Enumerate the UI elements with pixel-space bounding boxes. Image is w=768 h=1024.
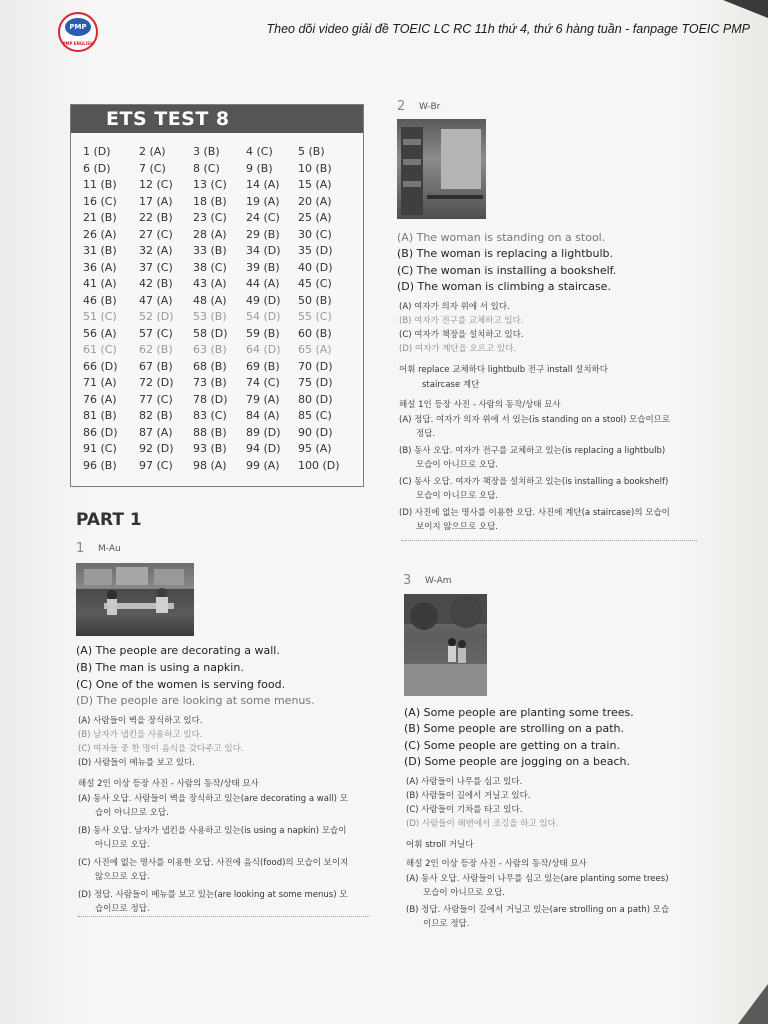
speaker-voice: W-Am [425,576,452,586]
q1-explanation [78,792,378,916]
answer-cell: 27 (C) [139,227,173,241]
answer-cell: 100 (D) [298,458,340,472]
q2-kr-b: (B) 여자가 전구를 교체하고 있다. [399,316,524,326]
q2-kr-c: (C) 여자가 책장을 설치하고 있다. [399,330,524,340]
answer-cell: 30 (C) [298,227,332,241]
answer-cell: 80 (D) [298,392,333,406]
q2-explain-b: (B) 동사 오답. 여자가 전구를 교체하고 있는(is replacing a lightbulb) 모습이 아니므로 오답. [399,446,666,470]
answer-cell: 97 (C) [139,458,173,472]
q3-explain-title: 해설 2인 이상 등장 사진 - 사람의 동작/상태 묘사 [406,859,587,869]
answer-cell: 50 (B) [298,293,332,307]
logo-top-text: PMP [69,23,87,31]
answer-cell: 17 (A) [139,194,173,208]
part-title: PART 1 [76,510,142,530]
answer-cell: 26 (A) [83,227,117,241]
q3-option-c: (C) Some people are getting on a train. [404,739,620,752]
answer-key-grid [83,145,353,475]
answer-cell: 78 (D) [193,392,228,406]
photo-diner-scene [76,563,194,636]
q2-kr-a: (A) 여자가 의자 위에 서 있다. [399,302,510,312]
answer-row [83,162,353,179]
q3-kr-c: (C) 사람들이 기차를 타고 있다. [406,805,523,815]
photo-park-scene [404,594,487,696]
answer-row [83,195,353,212]
answer-cell: 28 (A) [193,227,227,241]
question-number: 1 [76,541,85,556]
q2-explain-title: 해설 1인 등장 사진 - 사람의 동작/상태 묘사 [399,400,561,410]
answer-cell: 25 (A) [298,211,332,224]
answer-cell: 58 (D) [193,326,228,340]
question-photo [76,563,194,636]
q1-divider [78,916,370,917]
answer-cell: 35 (D) [298,244,333,257]
answer-cell: 56 (A) [83,326,117,340]
answer-cell: 91 (C) [83,442,117,455]
answer-cell: 84 (A) [246,409,280,422]
answer-cell: 98 (A) [193,458,227,472]
answer-cell: 71 (A) [83,376,117,389]
answer-cell: 36 (A) [83,260,117,274]
answer-cell: 29 (B) [246,227,280,241]
answer-cell: 83 (C) [193,409,227,422]
q1-explain-d: (D) 정답. 사람들이 메뉴를 보고 있는(are looking at some menus) 모 습이므로 정답. [78,890,348,914]
answer-cell: 87 (A) [139,425,173,439]
answer-cell: 45 (C) [298,277,332,290]
answer-cell: 96 (B) [83,458,117,472]
answer-cell: 37 (C) [139,260,173,274]
answer-cell: 12 (C) [139,178,173,191]
q3-explain-a: (A) 동사 오답. 사람들이 나무를 심고 있는(are planting some trees) 모습이 아니므로 오답. [406,874,669,898]
answer-cell: 2 (A) [139,145,166,158]
q2-vocab-line1: 어휘 replace 교체하다 lightbulb 전구 install 설치하다 [399,365,608,375]
answer-cell: 24 (C) [246,211,280,224]
answer-cell: 11 (B) [83,178,117,191]
answer-cell: 62 (B) [139,343,173,356]
answer-cell: 6 (D) [83,161,111,175]
answer-cell: 8 (C) [193,161,220,175]
answer-cell: 75 (D) [298,376,333,389]
answer-cell: 33 (B) [193,244,227,257]
answer-cell: 43 (A) [193,277,227,290]
q2-option-c: (C) The woman is installing a bookshelf. [397,264,617,277]
answer-cell: 21 (B) [83,211,117,224]
answer-cell: 16 (C) [83,194,117,208]
answer-cell: 66 (D) [83,359,118,373]
q2-option-a: (A) The woman is standing on a stool. [397,231,606,244]
answer-cell: 88 (B) [193,425,227,439]
answer-cell: 99 (A) [246,458,280,472]
answer-key-title: ETS TEST 8 [71,105,363,133]
speaker-voice: W-Br [419,102,441,112]
answer-cell: 82 (B) [139,409,173,422]
speaker-voice: M-Au [98,544,121,554]
answer-cell: 23 (C) [193,211,227,224]
q1-explain-b: (B) 동사 오답. 남자가 냅킨을 사용하고 있는(is using a napkin) 모습이 아니므로 오답. [78,826,347,850]
q1-option-b: (B) The man is using a napkin. [76,661,244,674]
answer-cell: 20 (A) [298,194,332,208]
answer-cell: 64 (D) [246,343,281,356]
header-note: Theo dõi video giải đề TOEIC LC RC 11h thứ 4, thứ 6 hàng tuần - fanpage TOEIC PMP [266,22,750,36]
answer-cell: 19 (A) [246,194,280,208]
answer-cell: 63 (B) [193,343,227,356]
q2-vocab-line2: staircase 계단 [422,380,480,390]
answer-cell: 46 (B) [83,293,117,307]
answer-cell: 89 (D) [246,425,281,439]
answer-row [83,327,353,344]
q1-option-c: (C) One of the women is serving food. [76,678,286,691]
answer-cell: 67 (B) [139,359,173,373]
answer-cell: 93 (B) [193,442,227,455]
answer-cell: 41 (A) [83,277,117,290]
answer-cell: 49 (D) [246,293,281,307]
q1-explain-a: (A) 동사 오답. 사람들이 벽을 장식하고 있는(are decorating a wall) 모 습이 아니므로 오답. [78,794,348,818]
answer-row [83,393,353,410]
q2-explanation [399,413,719,534]
answer-cell: 7 (C) [139,161,166,175]
answer-cell: 74 (C) [246,376,280,389]
q3-explain-b: (B) 정답. 사람들이 길에서 거닐고 있는(are strolling on a path) 모습 이므로 정답. [406,905,670,929]
answer-cell: 94 (D) [246,442,281,455]
answer-cell: 1 (D) [83,145,111,158]
answer-cell: 47 (A) [139,293,173,307]
answer-cell: 51 (C) [83,310,117,323]
answer-key-box [70,104,364,487]
q3-option-b: (B) Some people are strolling on a path. [404,722,624,735]
answer-cell: 90 (D) [298,425,333,439]
answer-cell: 54 (D) [246,310,281,323]
q1-option-a: (A) The people are decorating a wall. [76,644,280,657]
answer-cell: 68 (B) [193,359,227,373]
q3-kr-b: (B) 사람들이 길에서 거닐고 있다. [406,791,531,801]
answer-cell: 86 (D) [83,425,118,439]
answer-row [83,178,353,195]
answer-cell: 15 (A) [298,178,332,191]
answer-cell: 95 (A) [298,442,332,455]
answer-row [83,343,353,360]
answer-cell: 57 (C) [139,326,173,340]
q2-explain-d: (D) 사진에 없는 명사를 이용한 오답. 사진에 계단(a staircase)의 모습이 보이지 않으므로 오답. [399,508,670,532]
q2-option-d: (D) The woman is climbing a staircase. [397,280,611,293]
answer-row [83,294,353,311]
q2-explain-c: (C) 동사 오답. 여자가 책장을 설치하고 있는(is installing a bookshelf) 모습이 아니므로 오답. [399,477,669,501]
q1-option-d: (D) The people are looking at some menus. [76,694,315,707]
answer-row [83,277,353,294]
answer-cell: 55 (C) [298,310,332,323]
answer-cell: 40 (D) [298,260,333,274]
answer-cell: 34 (D) [246,244,281,257]
answer-cell: 32 (A) [139,244,173,257]
q1-kr-a: (A) 사람들이 벽을 장식하고 있다. [78,716,203,726]
answer-cell: 31 (B) [83,244,117,257]
q3-option-a: (A) Some people are planting some trees. [404,706,634,719]
answer-cell: 4 (C) [246,145,273,158]
answer-cell: 70 (D) [298,359,333,373]
answer-cell: 72 (D) [139,376,174,389]
photo-library-scene [397,119,486,219]
answer-cell: 77 (C) [139,392,173,406]
answer-cell: 81 (B) [83,409,117,422]
q3-kr-a: (A) 사람들이 나무를 심고 있다. [406,777,523,787]
answer-cell: 76 (A) [83,392,117,406]
answer-cell: 65 (A) [298,343,332,356]
answer-row [83,145,353,162]
question-photo [404,594,487,696]
answer-cell: 38 (C) [193,260,227,274]
answer-cell: 52 (D) [139,310,174,323]
answer-cell: 60 (B) [298,326,332,340]
q2-divider [401,540,697,541]
q1-kr-d: (D) 사람들이 메뉴를 보고 있다. [78,758,196,768]
answer-cell: 48 (A) [193,293,227,307]
q3-kr-d: (D) 사람들이 해변에서 조깅을 하고 있다. [406,819,559,829]
answer-cell: 22 (B) [139,211,173,224]
answer-cell: 5 (B) [298,145,325,158]
answer-row [83,459,353,476]
answer-row [83,310,353,327]
answer-row [83,442,353,459]
answer-cell: 14 (A) [246,178,280,191]
answer-cell: 79 (A) [246,392,280,406]
answer-cell: 13 (C) [193,178,227,191]
q3-vocab: 어휘 stroll 거닐다 [406,840,474,850]
question-number: 3 [403,573,412,588]
q1-explain-title: 해설 2인 이상 등장 사진 - 사람의 동작/상태 묘사 [78,779,259,789]
q1-explain-c: (C) 사진에 없는 명사를 이용한 오답. 사진에 음식(food)의 모습이 보이지 않으므로 오답. [78,858,349,882]
q1-kr-b: (B) 남자가 냅킨을 사용하고 있다. [78,730,203,740]
answer-cell: 42 (B) [139,277,173,290]
answer-cell: 92 (D) [139,442,174,455]
question-photo [397,119,486,219]
answer-cell: 44 (A) [246,277,280,290]
answer-cell: 39 (B) [246,260,280,274]
answer-cell: 18 (B) [193,194,227,208]
answer-row [83,261,353,278]
answer-cell: 10 (B) [298,161,332,175]
answer-row [83,228,353,245]
answer-row [83,244,353,261]
q2-kr-d: (D) 여자가 계단을 오르고 있다. [399,344,517,354]
answer-row [83,211,353,228]
q2-explain-a: (A) 정답. 여자가 의자 위에 서 있는(is standing on a stool) 모습이므로 정답. [399,415,671,439]
q3-explanation [406,872,716,931]
q1-kr-c: (C) 여자들 중 한 명이 음식을 갖다주고 있다. [78,744,244,754]
answer-cell: 61 (C) [83,343,117,356]
pmp-logo [58,12,98,52]
q2-option-b: (B) The woman is replacing a lightbulb. [397,247,614,260]
answer-cell: 53 (B) [193,310,227,323]
answer-row [83,376,353,393]
q3-option-d: (D) Some people are jogging on a beach. [404,755,631,768]
answer-row [83,360,353,377]
logo-bottom-text: PMP ENGLISH [62,41,94,46]
answer-cell: 73 (B) [193,376,227,389]
question-number: 2 [397,99,406,114]
answer-row [83,426,353,443]
answer-cell: 69 (B) [246,359,280,373]
answer-cell: 3 (B) [193,145,220,158]
answer-cell: 9 (B) [246,161,273,175]
answer-cell: 59 (B) [246,326,280,340]
answer-row [83,409,353,426]
answer-cell: 85 (C) [298,409,332,422]
